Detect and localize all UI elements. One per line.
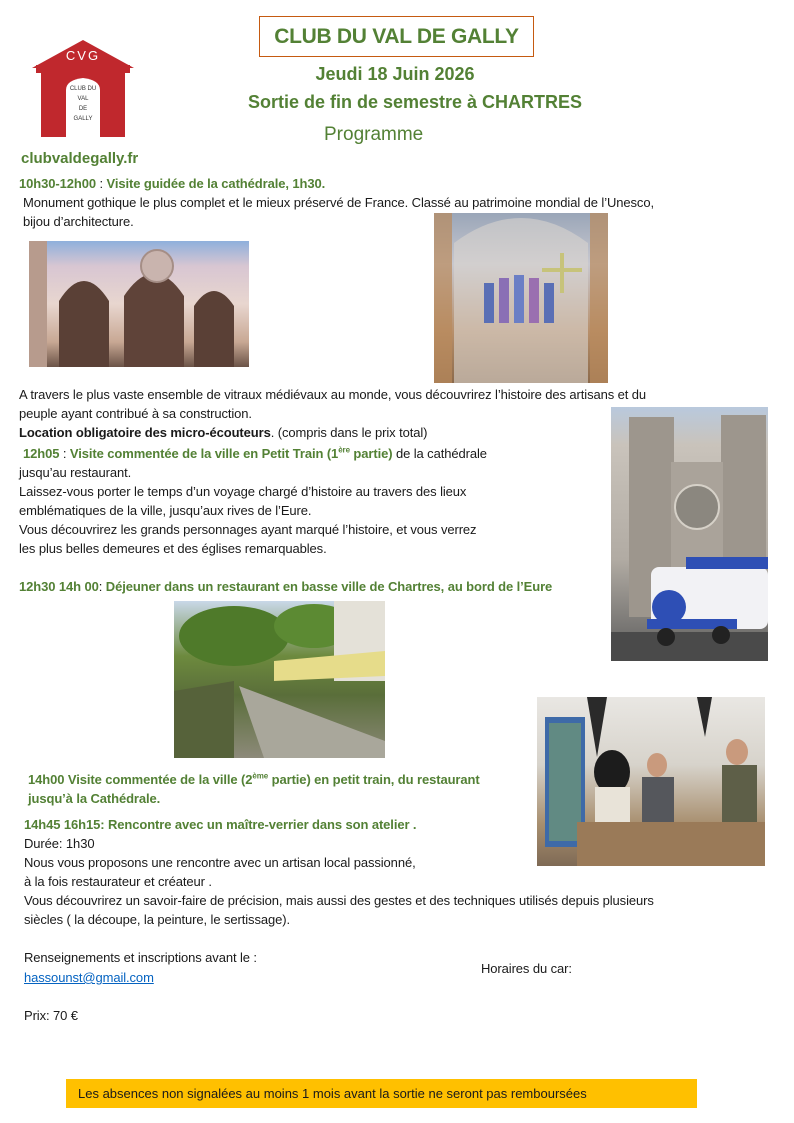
glassmaker-heading: 14h45 16h15: Rencontre avec un maître-verrier dans son atelier . — [24, 817, 417, 832]
price-label: Prix: 70 € — [24, 1008, 78, 1023]
cathedral-description: Monument gothique le plus complet et le mieux préservé de France. Classé au patrimoine mondial de l’Unesco, bijou d’architecture. — [23, 195, 654, 229]
lunch-heading: 12h30 14h 00: Déjeuner dans un restaurant en basse ville de Chartres, au bord de l’Eure — [19, 579, 553, 594]
riverside-restaurant-photo — [174, 601, 385, 758]
glassmaker-section: 14h45 16h15: Rencontre avec un maître-verrier dans son atelier . Durée: 1h30 Nous vous proposons une rencontre avec un artisan local passionné, à la fois restaurateur et créateur . Vous découvrirez un savoir-faire de précision, mais aussi des gestes et des techniques utilisés depuis plusieurs siècles ( la découpe, la peinture, le sertissage). — [24, 815, 794, 929]
logo-cvg: CVG — [65, 48, 101, 63]
train-part1-heading: 12h05 : Visite commentée de la ville en Petit Train (1ère partie) de la cathédrale — [23, 445, 487, 461]
event-subtitle: Sortie de fin de semestre à CHARTRES — [247, 92, 583, 112]
cathedral-facade-photo — [29, 241, 249, 367]
section-cathedral-heading: 10h30-12h00 : Visite guidée de la cathédrale, 1h30. — [19, 176, 326, 191]
programme-label: Programme — [324, 124, 424, 145]
logo-text: CLUB DU VAL DE GALLY — [69, 86, 97, 122]
petit-train-photo — [611, 407, 768, 661]
refund-warning-banner — [66, 1079, 697, 1108]
cathedral-interior-photo — [434, 213, 608, 383]
registration-label: Renseignements et inscriptions avant le : — [24, 950, 257, 965]
contact-email-link[interactable]: hassounst@gmail.com — [24, 970, 154, 985]
headset-rental-note: Location obligatoire des micro-écouteurs. (compris dans le prix total) — [19, 425, 428, 440]
stained-glass-description: A travers le plus vaste ensemble de vitraux médiévaux au monde, vous découvrirez l’histoire des artisans et du peuple ayant contribué à sa construction. Location obligatoire des micro-écouteurs. (compris dans le prix total) — [19, 385, 794, 442]
bus-schedule-label: Horaires du car: — [481, 961, 572, 976]
refund-warning-text: Les absences non signalées au moins 1 mois avant la sortie ne seront pas remboursées — [78, 1086, 587, 1101]
club-title-box — [259, 16, 534, 57]
club-logo — [32, 38, 134, 138]
event-date: Jeudi 18 Juin 2026 — [315, 64, 475, 84]
train-part2-heading: 14h00 Visite commentée de la ville (2ème partie) en petit train, du restaurant jusqu’à la Cathédrale. — [28, 771, 480, 806]
website-label: clubvaldegally.fr — [21, 150, 139, 167]
train-part1-section: 12h05 : Visite commentée de la ville en Petit Train (1ère partie) de la cathédrale jusqu’au restaurant. Laissez-vous porter le temps d’un voyage chargé d’histoire au travers des lieux emblématiques de la ville, jusqu’aux rives de l’Eure. Vous découvrirez les grands personnages ayant marqué l’histoire, et vous verrez les plus belles demeures et des églises remarquables. — [19, 444, 609, 558]
club-title: CLUB DU VAL DE GALLY — [274, 24, 519, 48]
